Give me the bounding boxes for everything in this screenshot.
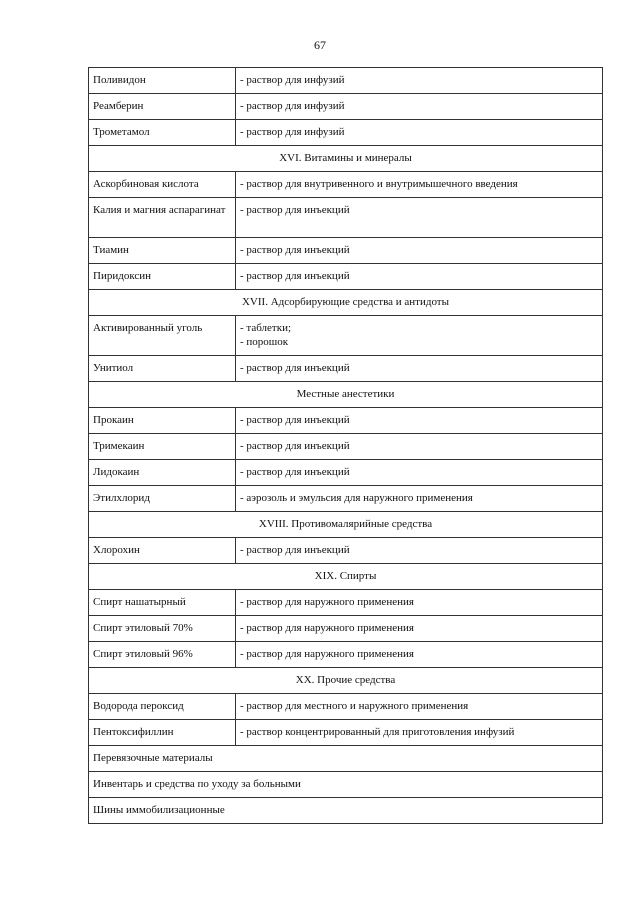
- category-row: [89, 772, 603, 798]
- section-heading-row: [89, 512, 603, 538]
- drug-name-cell: Спирт этиловый 96%: [89, 642, 236, 668]
- table-row: [89, 264, 603, 290]
- medication-table: [88, 67, 603, 824]
- drug-name-cell: Прокаин: [89, 408, 236, 434]
- table-row: [89, 590, 603, 616]
- drug-name-cell: Унитиол: [89, 356, 236, 382]
- dosage-form-cell: - раствор для инфузий: [236, 94, 603, 120]
- table-row: [89, 616, 603, 642]
- dosage-form-cell: - раствор для инфузий: [236, 120, 603, 146]
- dosage-form-cell: - раствор для инъекций: [236, 460, 603, 486]
- section-heading-row: [89, 668, 603, 694]
- dosage-form-cell: - раствор для инфузий: [236, 68, 603, 94]
- section-heading-row: [89, 146, 603, 172]
- drug-name-cell: Трометамол: [89, 120, 236, 146]
- dosage-form-cell: - раствор для наружного применения: [236, 590, 603, 616]
- category-row: [89, 746, 603, 772]
- table-row: [89, 316, 603, 356]
- drug-name-cell: Спирт нашатырный: [89, 590, 236, 616]
- dosage-form-cell: - раствор для местного и наружного применения: [236, 694, 603, 720]
- dosage-form-cell: - раствор для инъекций: [236, 264, 603, 290]
- category-cell: Инвентарь и средства по уходу за больными: [89, 772, 603, 798]
- table-row: [89, 642, 603, 668]
- dosage-form-cell: - раствор для инъекций: [236, 198, 603, 238]
- category-row: [89, 798, 603, 824]
- section-heading: Местные анестетики: [89, 382, 603, 408]
- drug-name-cell: Поливидон: [89, 68, 236, 94]
- drug-name-cell: Водорода пероксид: [89, 694, 236, 720]
- dosage-form-cell: - раствор концентрированный для приготовления инфузий: [236, 720, 603, 746]
- table-row: [89, 720, 603, 746]
- drug-name-cell: Хлорохин: [89, 538, 236, 564]
- table-row: [89, 694, 603, 720]
- dosage-form-cell: - раствор для наружного применения: [236, 642, 603, 668]
- section-heading: XX. Прочие средства: [89, 668, 603, 694]
- drug-name-cell: Тримекаин: [89, 434, 236, 460]
- dosage-form-cell: - таблетки; - порошок: [236, 316, 603, 356]
- category-cell: Шины иммобилизационные: [89, 798, 603, 824]
- table-row: [89, 198, 603, 238]
- section-heading-row: [89, 382, 603, 408]
- section-heading-row: [89, 564, 603, 590]
- dosage-form-cell: - раствор для внутривенного и внутримышечного введения: [236, 172, 603, 198]
- dosage-form-cell: - раствор для инъекций: [236, 434, 603, 460]
- drug-name-cell: Активированный уголь: [89, 316, 236, 356]
- drug-name-cell: Пентоксифиллин: [89, 720, 236, 746]
- table-row: [89, 460, 603, 486]
- drug-name-cell: Тиамин: [89, 238, 236, 264]
- table-row: [89, 486, 603, 512]
- medication-table-body: [89, 68, 603, 824]
- table-row: [89, 94, 603, 120]
- dosage-form-cell: - раствор для наружного применения: [236, 616, 603, 642]
- table-row: [89, 408, 603, 434]
- section-heading: XVII. Адсорбирующие средства и антидоты: [89, 290, 603, 316]
- page-number: 67: [314, 38, 326, 52]
- table-row: [89, 356, 603, 382]
- drug-name-cell: Реамберин: [89, 94, 236, 120]
- drug-name-cell: Аскорбиновая кислота: [89, 172, 236, 198]
- table-row: [89, 238, 603, 264]
- section-heading: XIX. Спирты: [89, 564, 603, 590]
- dosage-form-cell: - раствор для инъекций: [236, 356, 603, 382]
- drug-name-cell: Этилхлорид: [89, 486, 236, 512]
- drug-name-cell: Лидокаин: [89, 460, 236, 486]
- dosage-form-cell: - раствор для инъекций: [236, 238, 603, 264]
- table-row: [89, 172, 603, 198]
- section-heading: XVIII. Противомалярийные средства: [89, 512, 603, 538]
- dosage-form-cell: - аэрозоль и эмульсия для наружного применения: [236, 486, 603, 512]
- table-row: [89, 538, 603, 564]
- section-heading-row: [89, 290, 603, 316]
- table-row: [89, 434, 603, 460]
- table-row: [89, 68, 603, 94]
- category-cell: Перевязочные материалы: [89, 746, 603, 772]
- drug-name-cell: Пиридоксин: [89, 264, 236, 290]
- drug-name-cell: Калия и магния аспарагинат: [89, 198, 236, 238]
- dosage-form-cell: - раствор для инъекций: [236, 538, 603, 564]
- section-heading: XVI. Витамины и минералы: [89, 146, 603, 172]
- dosage-form-cell: - раствор для инъекций: [236, 408, 603, 434]
- table-row: [89, 120, 603, 146]
- drug-name-cell: Спирт этиловый 70%: [89, 616, 236, 642]
